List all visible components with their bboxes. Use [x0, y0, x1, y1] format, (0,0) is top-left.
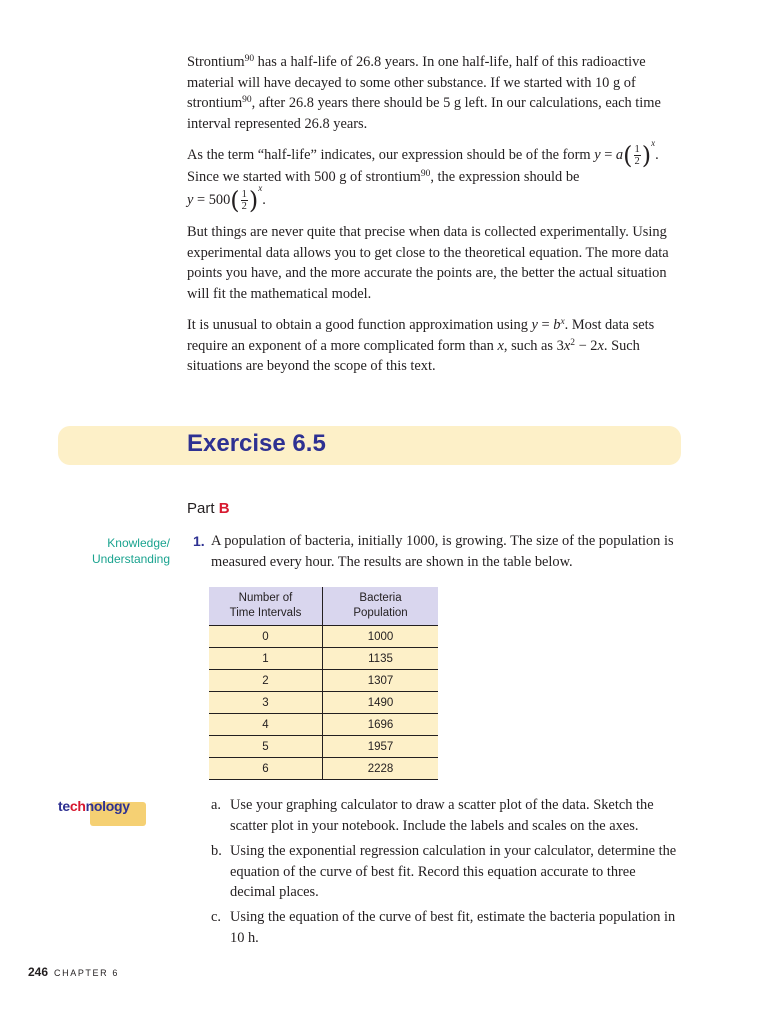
text: , the expression should be [430, 169, 580, 186]
table-cell: 2228 [323, 758, 439, 780]
math-op: = [600, 147, 616, 163]
sidebar-line: Understanding [91, 552, 170, 566]
text-accent: ch [69, 798, 86, 814]
math-var: x [563, 337, 571, 354]
header-line: Population [353, 607, 408, 619]
table-row [209, 670, 438, 692]
fraction-half [241, 189, 248, 212]
subquestion-text: Use your graphing calculator to draw a scatter plot of the data. Sketch the scatter plot in your notebook. Include the labels and scales on the axes. [230, 797, 654, 834]
subquestion-text: Using the exponential regression calculation in your calculator, determine the equation of the curve of best fit. Record this equation accurate to three decimal places. [230, 843, 677, 900]
intro-paragraph-3: But things are never quite that precise when data is collected experimentally. Using experimental data allows you to get close to the theoretical equation. The more data points you have, and the more accurate the points are, the better the actual situation will fit the mathematical model. [187, 224, 669, 302]
text: . Such situations are beyond the scope of this text. [187, 337, 640, 374]
text: It is unusual to obtain a good function approximation using [187, 317, 532, 333]
fraction-denominator: 2 [241, 200, 247, 212]
subquestion-a [211, 795, 681, 836]
text: nology [85, 798, 130, 814]
table-cell: 3 [209, 692, 323, 714]
math-expression: = 500 [193, 191, 231, 208]
bacteria-table [209, 587, 438, 780]
sidebar-line: Knowledge/ [107, 536, 170, 550]
header-line: Time Intervals [229, 607, 302, 619]
subquestion-c [211, 907, 681, 948]
table-cell: 1307 [323, 670, 439, 692]
subquestion-label: a. [211, 797, 221, 813]
exponent: x [258, 182, 263, 193]
chapter-label: CHAPTER 6 [54, 968, 119, 978]
superscript: 90 [244, 54, 255, 64]
subquestion-b [211, 841, 681, 903]
table-cell: 1 [209, 648, 323, 670]
text: has a half-life of 26.8 years. In one half-life, half of this radioactive material will have decayed to some other substance. If we started with 10 g of strontium [187, 54, 646, 111]
technology-badge [58, 796, 148, 828]
superscript: 2 [570, 337, 575, 348]
part-heading [187, 500, 230, 517]
text: . Most data sets require an exponent of a more complicated form than [187, 317, 655, 354]
math-var: y [187, 191, 194, 208]
question-number: 1. [193, 533, 205, 549]
text: Since we started with 500 g of strontium [187, 169, 421, 186]
table-cell: 5 [209, 736, 323, 758]
table-cell: 1135 [323, 648, 439, 670]
intro-paragraph-4 [187, 315, 687, 377]
fraction-numerator: 1 [634, 144, 640, 156]
subquestion-label: b. [211, 843, 222, 859]
math-var: y [594, 147, 601, 163]
table-row [209, 736, 438, 758]
table-header-row [209, 587, 438, 626]
table-row [209, 758, 438, 780]
intro-paragraph-2 [187, 138, 687, 215]
table-row [209, 692, 438, 714]
fraction-numerator: 1 [241, 188, 247, 200]
fraction-denominator: 2 [634, 156, 640, 168]
right-paren: ) [248, 186, 259, 215]
superscript: 90 [242, 95, 252, 105]
intro-paragraph-1 [187, 52, 687, 134]
technology-word [58, 798, 130, 814]
text: − 2 [574, 337, 598, 354]
exercise-title: Exercise 6.5 [187, 430, 326, 457]
text: te [58, 798, 70, 814]
table-cell: 1957 [323, 736, 439, 758]
exponent: x [651, 138, 656, 148]
math-var: b [553, 317, 561, 333]
math-var: x [597, 337, 604, 354]
table-cell: 0 [209, 626, 323, 648]
text: Strontium [187, 54, 245, 70]
table-cell: 6 [209, 758, 323, 780]
table-row [209, 714, 438, 736]
subquestion-label: c. [211, 909, 221, 925]
text: , such as 3 [503, 337, 564, 354]
part-letter: B [218, 500, 230, 517]
table-row [209, 626, 438, 648]
text: . [655, 147, 659, 163]
column-header [323, 587, 439, 626]
left-paren: ( [623, 141, 633, 170]
table-cell: 1000 [323, 626, 439, 648]
math-var: a [615, 147, 624, 163]
math-var: y [531, 317, 538, 333]
table-row [209, 648, 438, 670]
text: , after 26.8 years there should be 5 g left. In our calculations, each time interval represented 26.8 years. [187, 95, 661, 132]
table-cell: 1696 [323, 714, 439, 736]
superscript: 90 [420, 169, 431, 180]
header-line: Number of [238, 592, 293, 604]
math-op: = [537, 317, 554, 333]
fraction-half [634, 144, 641, 167]
right-paren: ) [641, 141, 652, 170]
text: As the term “half-life” indicates, our expression should be of the form [187, 147, 595, 163]
table-cell: 2 [209, 670, 323, 692]
table-cell: 4 [209, 714, 323, 736]
text: . [262, 191, 266, 208]
page-footer [28, 965, 119, 979]
table-cell: 1490 [323, 692, 439, 714]
column-header [209, 587, 323, 626]
left-paren: ( [230, 186, 240, 215]
exercise-banner [58, 426, 681, 465]
part-label: Part [187, 500, 219, 517]
page-number: 246 [28, 965, 49, 979]
knowledge-understanding-label [50, 535, 170, 567]
math-var: x [497, 337, 504, 354]
question-text: A population of bacteria, initially 1000, is growing. The size of the population is measured every hour. The results are shown in the table below. [211, 533, 674, 570]
header-line: Bacteria [359, 592, 402, 604]
superscript: x [560, 317, 565, 327]
subquestion-text: Using the equation of the curve of best fit, estimate the bacteria population in 10 h. [230, 909, 676, 946]
